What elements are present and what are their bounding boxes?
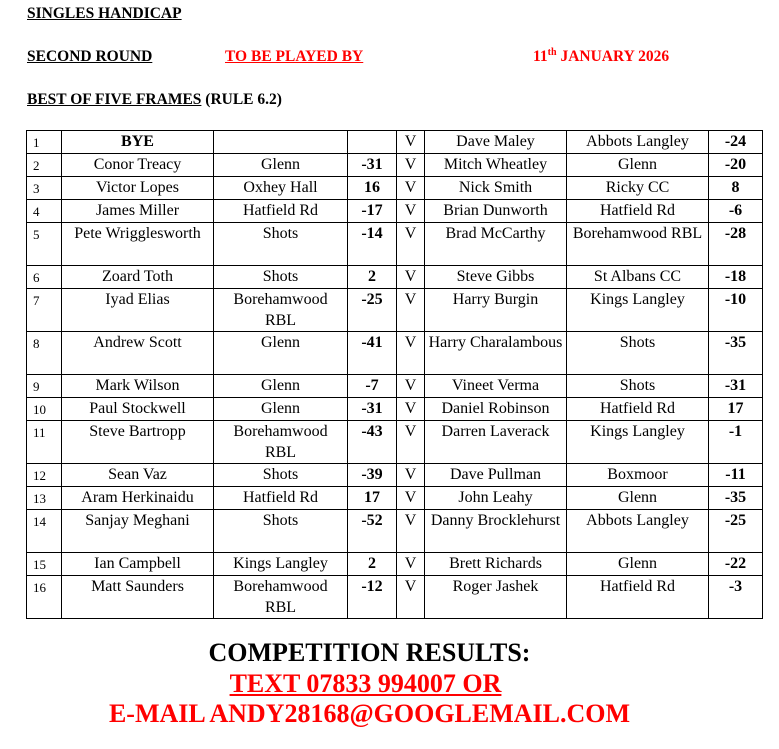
away-handicap: -3 — [709, 576, 763, 619]
home-handicap: 2 — [348, 553, 397, 576]
away-handicap: -24 — [709, 131, 763, 154]
away-handicap: -28 — [709, 223, 763, 266]
home-club: Oxhey Hall — [214, 177, 348, 200]
away-player: Vineet Verma — [425, 375, 567, 398]
away-club: Abbots Langley — [567, 131, 709, 154]
home-club: Borehamwood RBL — [214, 289, 348, 332]
versus-label: V — [397, 332, 425, 375]
match-row — [27, 375, 763, 398]
rule-text: (RULE 6.2) — [201, 91, 282, 108]
away-handicap: -11 — [709, 464, 763, 487]
home-handicap: -31 — [348, 154, 397, 177]
away-handicap: -1 — [709, 421, 763, 464]
home-club: Shots — [214, 266, 348, 289]
frames-label — [27, 91, 282, 109]
match-number: 1 — [27, 131, 62, 154]
home-handicap: -31 — [348, 398, 397, 421]
home-player: Iyad Elias — [62, 289, 214, 332]
match-number: 3 — [27, 177, 62, 200]
home-player: Zoard Toth — [62, 266, 214, 289]
home-club: Kings Langley — [214, 553, 348, 576]
match-number: 16 — [27, 576, 62, 619]
match-row — [27, 200, 763, 223]
home-handicap: -25 — [348, 289, 397, 332]
home-handicap: -12 — [348, 576, 397, 619]
results-text-line: TEXT 07833 994007 OR — [229, 669, 502, 698]
home-player: Matt Saunders — [62, 576, 214, 619]
home-player: Conor Treacy — [62, 154, 214, 177]
home-handicap: 17 — [348, 487, 397, 510]
match-row — [27, 266, 763, 289]
versus-label: V — [397, 266, 425, 289]
home-player: Paul Stockwell — [62, 398, 214, 421]
home-handicap: -14 — [348, 223, 397, 266]
away-club: Kings Langley — [567, 289, 709, 332]
versus-label: V — [397, 131, 425, 154]
away-player: Daniel Robinson — [425, 398, 567, 421]
home-player: James Miller — [62, 200, 214, 223]
away-handicap: -6 — [709, 200, 763, 223]
away-handicap: -31 — [709, 375, 763, 398]
versus-label: V — [397, 200, 425, 223]
home-player: Pete Wrigglesworth — [62, 223, 214, 266]
results-email-line: E-MAIL ANDY28168@GOOGLEMAIL.COM — [108, 699, 631, 728]
home-club: Glenn — [214, 375, 348, 398]
away-club: Boxmoor — [567, 464, 709, 487]
away-club: Kings Langley — [567, 421, 709, 464]
match-row — [27, 464, 763, 487]
home-player: Victor Lopes — [62, 177, 214, 200]
home-handicap — [348, 131, 397, 154]
match-number: 2 — [27, 154, 62, 177]
home-player: Andrew Scott — [62, 332, 214, 375]
date-suffix: th — [547, 46, 557, 58]
home-player: Sean Vaz — [62, 464, 214, 487]
versus-label: V — [397, 177, 425, 200]
away-player: Brett Richards — [425, 553, 567, 576]
home-handicap: -39 — [348, 464, 397, 487]
match-row — [27, 510, 763, 553]
home-handicap: -17 — [348, 200, 397, 223]
away-handicap: -35 — [709, 487, 763, 510]
home-club: Borehamwood RBL — [214, 576, 348, 619]
versus-label: V — [397, 398, 425, 421]
away-player: Harry Charalambous — [425, 332, 567, 375]
home-handicap: -52 — [348, 510, 397, 553]
date-day: 11 — [533, 48, 548, 65]
away-player: Dave Pullman — [425, 464, 567, 487]
home-club: Hatfield Rd — [214, 487, 348, 510]
away-player: Nick Smith — [425, 177, 567, 200]
home-handicap: -43 — [348, 421, 397, 464]
home-player: Aram Herkinaidu — [62, 487, 214, 510]
match-row — [27, 421, 763, 464]
match-number: 7 — [27, 289, 62, 332]
away-handicap: -25 — [709, 510, 763, 553]
match-row — [27, 398, 763, 421]
home-handicap: -41 — [348, 332, 397, 375]
home-handicap: 2 — [348, 266, 397, 289]
match-number: 6 — [27, 266, 62, 289]
match-row — [27, 131, 763, 154]
away-handicap: 17 — [709, 398, 763, 421]
home-handicap: -7 — [348, 375, 397, 398]
results-heading: COMPETITION RESULTS: — [208, 638, 531, 667]
away-handicap: 8 — [709, 177, 763, 200]
versus-label: V — [397, 553, 425, 576]
document-title: SINGLES HANDICAP — [27, 5, 182, 22]
match-number: 10 — [27, 398, 62, 421]
match-number: 5 — [27, 223, 62, 266]
away-club: Abbots Langley — [567, 510, 709, 553]
away-player: Harry Burgin — [425, 289, 567, 332]
match-number: 14 — [27, 510, 62, 553]
home-club: Shots — [214, 510, 348, 553]
match-number: 15 — [27, 553, 62, 576]
versus-label: V — [397, 510, 425, 553]
away-club: Hatfield Rd — [567, 200, 709, 223]
match-row — [27, 332, 763, 375]
versus-label: V — [397, 375, 425, 398]
away-handicap: -22 — [709, 553, 763, 576]
match-number: 4 — [27, 200, 62, 223]
versus-label: V — [397, 464, 425, 487]
home-player: BYE — [62, 131, 214, 154]
match-row — [27, 177, 763, 200]
away-club: Shots — [567, 332, 709, 375]
match-row — [27, 553, 763, 576]
versus-label: V — [397, 223, 425, 266]
home-handicap: 16 — [348, 177, 397, 200]
match-number: 8 — [27, 332, 62, 375]
away-player: Steve Gibbs — [425, 266, 567, 289]
versus-label: V — [397, 576, 425, 619]
match-number: 11 — [27, 421, 62, 464]
home-club: Hatfield Rd — [214, 200, 348, 223]
date-month-year: JANUARY 2026 — [556, 48, 670, 65]
home-player: Ian Campbell — [62, 553, 214, 576]
versus-label: V — [397, 421, 425, 464]
match-row — [27, 487, 763, 510]
away-player: Mitch Wheatley — [425, 154, 567, 177]
match-number: 12 — [27, 464, 62, 487]
away-player: Dave Maley — [425, 131, 567, 154]
versus-label: V — [397, 289, 425, 332]
home-club: Glenn — [214, 398, 348, 421]
away-handicap: -18 — [709, 266, 763, 289]
played-by-label: TO BE PLAYED BY — [225, 48, 364, 65]
home-club: Shots — [214, 223, 348, 266]
home-club: Borehamwood RBL — [214, 421, 348, 464]
home-club: Glenn — [214, 154, 348, 177]
away-club: Hatfield Rd — [567, 576, 709, 619]
home-club: Shots — [214, 464, 348, 487]
round-label: SECOND ROUND — [27, 48, 153, 65]
versus-label: V — [397, 154, 425, 177]
away-club: Shots — [567, 375, 709, 398]
home-club — [214, 131, 348, 154]
match-row — [27, 223, 763, 266]
away-player: Darren Laverack — [425, 421, 567, 464]
away-club: Hatfield Rd — [567, 398, 709, 421]
home-club: Glenn — [214, 332, 348, 375]
away-handicap: -35 — [709, 332, 763, 375]
away-handicap: -10 — [709, 289, 763, 332]
away-player: Brian Dunworth — [425, 200, 567, 223]
home-player: Sanjay Meghani — [62, 510, 214, 553]
match-row — [27, 289, 763, 332]
match-row — [27, 576, 763, 619]
draw-table — [26, 130, 763, 619]
away-player: John Leahy — [425, 487, 567, 510]
deadline-date — [533, 48, 669, 66]
frames-text: BEST OF FIVE FRAMES — [27, 91, 202, 108]
match-number: 13 — [27, 487, 62, 510]
away-player: Brad McCarthy — [425, 223, 567, 266]
away-handicap: -20 — [709, 154, 763, 177]
away-club: Glenn — [567, 154, 709, 177]
away-club: Ricky CC — [567, 177, 709, 200]
home-player: Steve Bartropp — [62, 421, 214, 464]
away-club: Borehamwood RBL — [567, 223, 709, 266]
match-number: 9 — [27, 375, 62, 398]
away-club: Glenn — [567, 553, 709, 576]
home-player: Mark Wilson — [62, 375, 214, 398]
versus-label: V — [397, 487, 425, 510]
match-row — [27, 154, 763, 177]
away-player: Roger Jashek — [425, 576, 567, 619]
away-club: Glenn — [567, 487, 709, 510]
away-player: Danny Brocklehurst — [425, 510, 567, 553]
away-club: St Albans CC — [567, 266, 709, 289]
